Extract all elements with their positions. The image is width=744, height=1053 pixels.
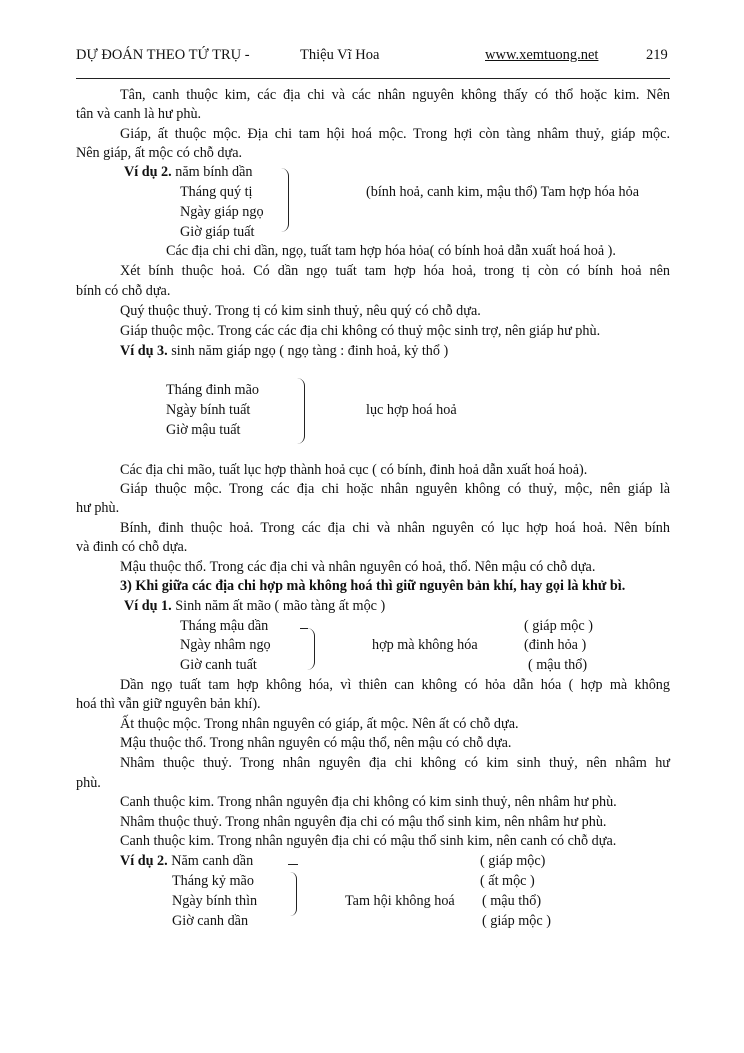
paragraph-line: Giáp thuộc mộc. Trong các các địa chi không có thuỷ mộc sinh trợ, nên giáp hư phù.: [120, 323, 601, 339]
example-3-heading: [120, 343, 448, 360]
paragraph-line: Canh thuộc kim. Trong nhân nguyên địa chi có mậu thổ sinh kim, nên canh có chỗ dựa.: [120, 833, 617, 849]
paragraph-line: Giáp, ất thuộc mộc. Địa chi tam hội hoá mộc. Trong hợi còn tàng nhâm thuỷ, giáp mộc.: [120, 126, 670, 142]
pillar-hour: Giờ mậu tuất: [166, 422, 241, 438]
paragraph-line: Nhâm thuộc thuỷ. Trong nhân nguyên địa chi có mậu thổ sinh kim, nên nhâm hư phù.: [120, 814, 607, 830]
element-note: ( mậu thổ): [528, 657, 588, 673]
pillar-month: Tháng kỷ mão: [172, 873, 254, 889]
paragraph-line: Bính, đinh thuộc hoả. Trong các địa chi và nhân nguyên có lục hợp hoá hoả. Nên bính: [120, 520, 670, 536]
pillar-hour: Giờ giáp tuất: [180, 224, 255, 240]
paragraph-line: Tân, canh thuộc kim, các địa chi và các nhân nguyên không thấy có thổ hoặc kim. Nên: [120, 87, 670, 103]
running-header-author: Thiệu Vĩ Hoa: [300, 47, 380, 63]
bracket-tick: [300, 628, 308, 629]
section-heading: 3) Khi giữa các địa chi hợp mà không hoá thì giữ nguyên bản khí, hay gọi là khử bì.: [120, 578, 626, 594]
grouping-bracket: [290, 872, 297, 916]
pillar-month: Tháng đinh mão: [166, 382, 259, 398]
pillar-day: Ngày nhâm ngọ: [180, 637, 271, 653]
grouping-bracket: [280, 168, 289, 232]
example-note: lục hợp hoá hoả: [366, 402, 457, 418]
element-note: ( giáp mộc ): [524, 618, 593, 634]
paragraph-line: Quý thuộc thuỷ. Trong tị có kim sinh thuỷ, nêu quý có chỗ dựa.: [120, 303, 481, 319]
pillar-day: Ngày bính tuất: [166, 402, 251, 418]
example-title: sinh năm giáp ngọ ( ngọ tàng : đinh hoả, kỷ thổ ): [167, 343, 449, 359]
element-note: ( giáp mộc): [480, 853, 546, 869]
grouping-bracket: [296, 378, 305, 444]
paragraph-line: Ất thuộc mộc. Trong nhân nguyên có giáp, ất mộc. Nên ất có chỗ dựa.: [120, 716, 519, 732]
element-note: ( giáp mộc ): [482, 913, 551, 929]
paragraph-line: phù.: [76, 775, 101, 791]
element-note: (đinh hỏa ): [524, 637, 587, 653]
example-note: (bính hoả, canh kim, mậu thổ) Tam hợp hóa hỏa: [366, 184, 639, 200]
example-2b-heading: [120, 853, 253, 870]
example-note: Tam hội không hoá: [345, 893, 455, 909]
paragraph-line: Mậu thuộc thổ. Trong các địa chi và nhân nguyên có hoả, thổ. Nên mậu có chỗ dựa.: [120, 559, 596, 575]
paragraph-line: hoá thì vẫn giữ nguyên bản khí).: [76, 696, 261, 712]
pillar-hour: Giờ canh dần: [172, 913, 249, 929]
example-note: hợp mà không hóa: [372, 637, 478, 653]
example-label: Ví dụ 3.: [120, 343, 168, 359]
example-label: Ví dụ 1.: [124, 598, 172, 614]
example-title: năm bính dần: [171, 164, 253, 180]
bracket-tick: [288, 864, 298, 865]
example-2-heading: [124, 164, 252, 181]
paragraph-line: Mậu thuộc thổ. Trong nhân nguyên có mậu thổ, nên mậu có chỗ dựa.: [120, 735, 512, 751]
website-link[interactable]: www.xemtuong.net: [485, 47, 599, 63]
paragraph-line: Nhâm thuộc thuỷ. Trong nhân nguyên địa chi không có kim sinh thuỷ, nên nhâm hư: [120, 755, 670, 771]
paragraph-line: Các địa chi mão, tuất lục hợp thành hoả cục ( có bính, đinh hoả dẫn xuất hoá hoả).: [120, 462, 588, 478]
paragraph-line: Nên giáp, ất mộc có chỗ dựa.: [76, 145, 243, 161]
element-note: ( ất mộc ): [480, 873, 535, 889]
paragraph-line: và đinh có chỗ dựa.: [76, 539, 188, 555]
example-title: Sinh năm ất mão ( mão tàng ất mộc ): [171, 598, 386, 614]
paragraph-line: Giáp thuộc mộc. Trong các địa chi hoặc nhân nguyên không có thuỷ, mộc, nên giáp là: [120, 481, 670, 497]
page-number: 219: [646, 47, 668, 63]
pillar-month: Tháng quý tị: [180, 184, 253, 200]
paragraph-line: Các địa chi chi dần, ngọ, tuất tam hợp hóa hỏa( có bính hoả dẫn xuất hoá hoả ).: [166, 243, 616, 259]
running-header-title: DỰ ĐOÁN THEO TỨ TRỤ -: [76, 47, 250, 63]
paragraph-line: Canh thuộc kim. Trong nhân nguyên địa chi không có kim sinh thuỷ, nên nhâm hư phù.: [120, 794, 617, 810]
example-1-heading: [124, 598, 385, 615]
paragraph-line: tân và canh là hư phù.: [76, 106, 202, 122]
pillar-day: Ngày bính thìn: [172, 893, 258, 909]
header-rule: [76, 78, 670, 79]
pillar-hour: Giờ canh tuất: [180, 657, 257, 673]
grouping-bracket: [306, 628, 315, 670]
example-label: Ví dụ 2.: [124, 164, 172, 180]
pillar-day: Ngày giáp ngọ: [180, 204, 264, 220]
pillar-year: Năm canh dần: [167, 853, 254, 869]
paragraph-line: Dần ngọ tuất tam hợp không hóa, vì thiên can không có hỏa dẫn hóa ( hợp mà không: [120, 677, 670, 693]
paragraph-line: Xét bính thuộc hoả. Có dần ngọ tuất tam hợp hóa hoả, trong tị còn có bính hoả nên: [120, 263, 670, 279]
element-note: ( mậu thổ): [482, 893, 542, 909]
paragraph-line: hư phù.: [76, 500, 120, 516]
pillar-month: Tháng mậu dần: [180, 618, 269, 634]
paragraph-line: bính có chỗ dựa.: [76, 283, 171, 299]
example-label: Ví dụ 2.: [120, 853, 168, 869]
